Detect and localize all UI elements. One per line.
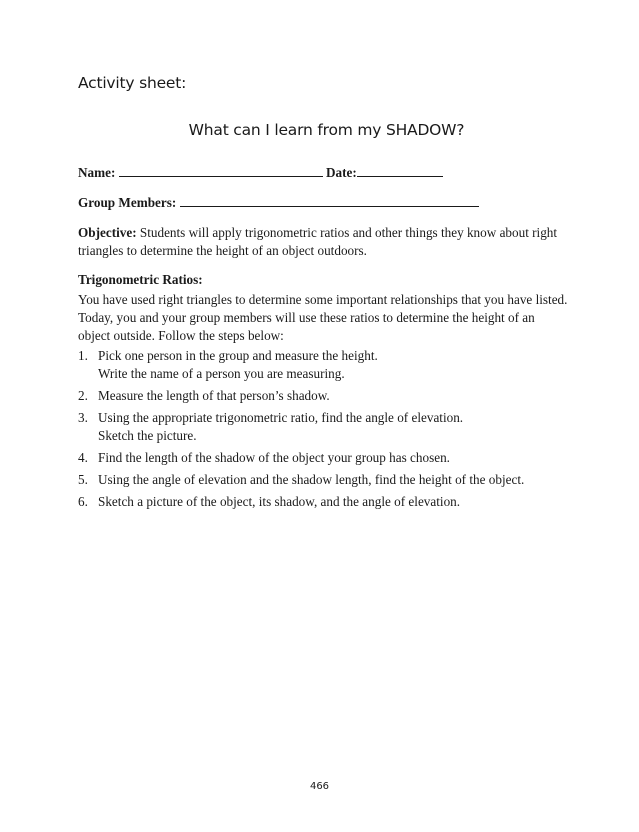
list-item xyxy=(78,387,568,405)
group-members-blank-line[interactable] xyxy=(180,195,479,207)
objective-paragraph xyxy=(78,224,568,260)
step-number: 6. xyxy=(78,494,88,509)
step-subtext: Sketch the picture. xyxy=(98,428,197,443)
step-text: Using the appropriate trigonometric ratio, find the angle of elevation. xyxy=(98,410,464,425)
name-blank-line[interactable] xyxy=(119,165,323,177)
activity-sheet-heading: Activity sheet: xyxy=(78,74,187,92)
step-number: 2. xyxy=(78,388,88,403)
list-item xyxy=(78,493,568,511)
step-subtext: Write the name of a person you are measuring. xyxy=(98,366,345,381)
date-blank-line[interactable] xyxy=(357,165,443,177)
group-members-row xyxy=(78,194,479,212)
step-number: 5. xyxy=(78,472,88,487)
step-text: Measure the length of that person’s shadow. xyxy=(98,388,330,403)
trig-ratios-heading: Trigonometric Ratios: xyxy=(78,272,203,287)
step-text: Pick one person in the group and measure the height. xyxy=(98,348,378,363)
list-item xyxy=(78,449,568,467)
step-number: 3. xyxy=(78,410,88,425)
list-item xyxy=(78,471,568,489)
step-number: 1. xyxy=(78,348,88,363)
steps-list xyxy=(78,347,568,511)
step-text: Sketch a picture of the object, its shadow, and the angle of elevation. xyxy=(98,494,461,509)
objective-label: Objective: xyxy=(78,225,137,240)
page-number: 466 xyxy=(309,781,330,792)
worksheet-title xyxy=(0,121,639,139)
step-text: Using the angle of elevation and the shadow length, find the height of the object. xyxy=(98,472,525,487)
name-date-row xyxy=(78,164,443,182)
trig-ratios-intro: You have used right triangles to determine some important relationships that you have listed. Today, you and your group members will use these ratios to determine the height of an object outside. Follow the steps below: xyxy=(78,292,568,343)
step-number: 4. xyxy=(78,450,88,465)
name-label: Name: xyxy=(78,165,116,180)
trig-ratios-section xyxy=(78,271,568,515)
worksheet-title-text: What can I learn from my SHADOW? xyxy=(188,121,465,139)
objective-text: Students will apply trigonometric ratios and other things they know about right triangles to determine the height of an object outdoors. xyxy=(78,225,558,258)
list-item xyxy=(78,347,568,383)
list-item xyxy=(78,409,568,445)
date-label: Date: xyxy=(325,165,357,180)
step-text: Find the length of the shadow of the object your group has chosen. xyxy=(98,450,450,465)
group-members-label: Group Members: xyxy=(78,195,177,210)
